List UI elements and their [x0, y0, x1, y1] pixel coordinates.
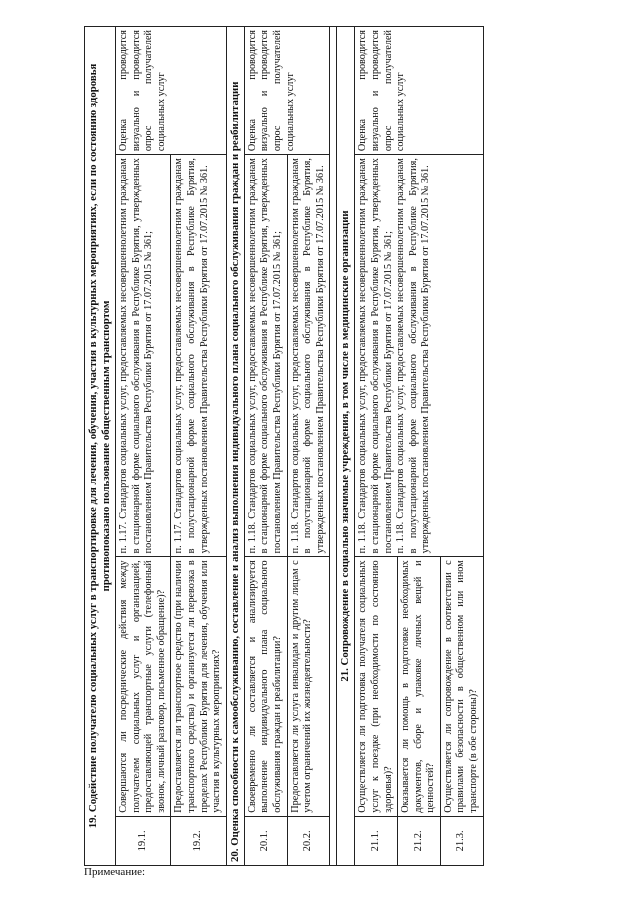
method-cell: Оценка проводится визуально и проводится опрос получателей социальных услуг [116, 27, 227, 155]
standard-cell: п. 1.18. Стандартов социальных услуг, предоставляемых несовершеннолетним гражданам в стационарной форме социального обслуживания в Республике Бурятия, утвержденных постановлением Правительства Республики Бурятия от 17.07.2015 № 361; [244, 155, 287, 557]
row-number: 20.2. [287, 816, 330, 865]
method-cell: Оценка проводится визуально и проводится опрос получателей социальных услуг [244, 27, 330, 155]
section-title: 20. Оценка способности к самообслуживанию, составление и анализ выполнения индивидуального плана социального обслуживания граждан и реабилитации [226, 27, 244, 866]
question-cell: Осуществляется ли подготовка получателя социальных услуг к поездке (при необходимости по состоянию здоровья)? [355, 557, 398, 816]
question-cell: Совершаются ли посреднические действия между получателем социальных услуг и организацией, предоставляющей транспортные услуги (телефонный звонок, личный разговор, письменное обращение)? [116, 557, 171, 816]
row-number: 21.3. [440, 816, 483, 865]
section-header-row [85, 27, 116, 866]
row-number: 20.1. [244, 816, 287, 865]
rotated-table-area [84, 26, 604, 866]
standard-text: п. 1.18. Стандартов социальных услуг, предоставляемых несовершеннолетним гражданам в стационарной форме социального обслуживания в Республике Бурятия, утвержденных постановлением Правительства Республики Бурятия от 17.07.2015 № 361; [357, 158, 394, 554]
row-number: 21.2. [398, 816, 441, 865]
table-row [244, 27, 287, 866]
table-row [355, 27, 398, 866]
section-title: 21. Сопровождение в социально значимые учреждения, в том числе в медицинские организации [337, 27, 355, 866]
standard-cell: п. 1.18. Стандартов социальных услуг, предоставляемых несовершеннолетним гражданам в полустационарной форме социального обслуживания в Республике Бурятия, утвержденных постановлением Правительства Республики Бурятия от 17.07.2015 № 361. [287, 155, 330, 557]
row-number: 19.1. [116, 816, 171, 865]
row-number: 21.1. [355, 816, 398, 865]
question-cell: Предоставляется ли услуга инвалидам и другим лицам с учетом ограничений их жизнедеятельности? [287, 557, 330, 816]
table-row [116, 27, 171, 866]
spacer-cell [330, 27, 337, 866]
standard-text: п. 1.18. Стандартов социальных услуг, предоставляемых несовершеннолетним гражданам в полустационарной форме социального обслуживания в Республике Бурятия, утвержденных постановлением Правительства Республики Бурятия от 17.07.2015 № 361. [395, 158, 432, 554]
standard-cell: п. 1.17. Стандартов социальных услуг, предоставляемых несовершеннолетним гражданам в полустационарной форме социального обслуживания в Республике Бурятия, утвержденных постановлением Правительства Республики Бурятия от 17.07.2015 № 361. [171, 155, 226, 557]
method-cell: Оценка проводится визуально и проводится опрос получателей социальных услуг [355, 27, 483, 155]
section-header-row [226, 27, 244, 866]
question-cell: Оказывается ли помощь в подготовке необходимых документов, сборе и упаковке личных вещей и ценностей? [398, 557, 441, 816]
standard-cell: п. 1.17. Стандартов социальных услуг, предоставляемых несовершеннолетним гражданам в стационарной форме социального обслуживания в Республике Бурятия, утвержденных постановлением Правительства Республики Бурятия от 17.07.2015 № 361; [116, 155, 171, 557]
note-label: Примечание: [84, 866, 146, 878]
question-cell: Предоставляется ли транспортное средство (при наличии транспортного средства) и организуется ли перевозка в пределах Республики Бурятия для лечения, обучения или участия в культурных мероприятиях? [171, 557, 226, 816]
question-cell: Осуществляется ли сопровождение в соответствии с правилами безопасности в общественном или ином транспорте (в обе стороны)? [440, 557, 483, 816]
section-title: 19. Содействие получателю социальных услуг в транспортировке для лечения, обучения, участия в культурных мероприятиях, если по состоянию здоровья противопоказано пользование общественным транспортом [85, 27, 116, 866]
criteria-table [84, 26, 484, 866]
question-cell: Своевременно ли составляется и анализируется выполнение индивидуального плана социального обслуживания граждан и реабилитации? [244, 557, 287, 816]
spacer-row [330, 27, 337, 866]
section-header-row [337, 27, 355, 866]
standard-cell [355, 155, 483, 557]
row-number: 19.2. [171, 816, 226, 865]
